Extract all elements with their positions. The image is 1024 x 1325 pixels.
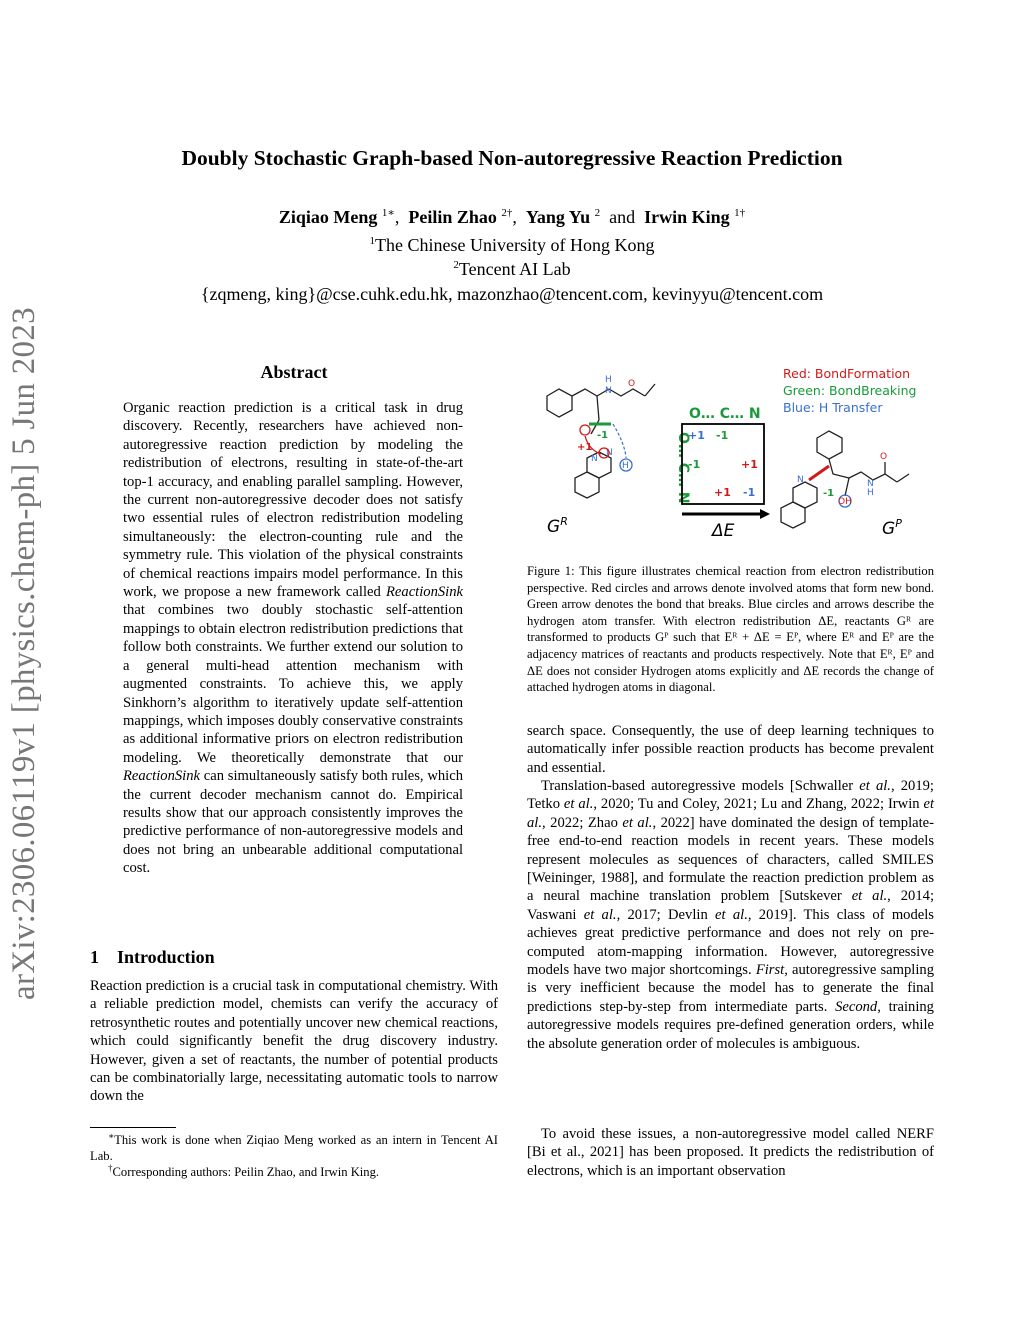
- section-heading-introduction: [90, 947, 215, 968]
- abstract-emph: ReactionSink: [386, 584, 463, 601]
- paragraph-text: , autoregressive sampling is very inefficient because the model has to generate the final predictions step-by-step from intermediate parts.: [527, 962, 934, 1015]
- atom-label: H: [867, 488, 874, 498]
- chain-bonds: [572, 389, 609, 396]
- matrix-cell: -1: [743, 486, 756, 499]
- chain-bond: [597, 396, 599, 420]
- matrix-column-header: O… C… N: [689, 406, 761, 422]
- matrix-cell: +1: [688, 429, 705, 442]
- matrix-row-header: O… C… N: [675, 432, 691, 504]
- paragraph-text: , training autoregressive models requires pre-defined generation orders, while the absolute generation order of molecules is ambiguous.: [527, 998, 934, 1052]
- atom-label: N: [591, 454, 598, 464]
- benzo-ring: [781, 502, 805, 528]
- section-title: Introduction: [117, 947, 215, 967]
- label-sup: P: [895, 517, 902, 530]
- atom-label: N: [606, 448, 613, 458]
- abstract-text: that combines two doubly stochastic self-attention mappings to obtain electron redistribution predictions that follow both constraints. We further extend our solution to a general multi-head attention mechanism with augmented constraints. To achieve this, we apply Sinkhorn’s algorithm to iteratively update self-attention mappings, which imposes doubly conservative constraints as additional informative priors on electron redistribution modeling. We theoretically demonstrate that our: [123, 602, 463, 766]
- emphasis-text: et al.: [583, 906, 617, 923]
- carbamate-bonds: [609, 389, 645, 396]
- emphasis-text: et al.: [622, 814, 653, 831]
- paragraph-text: , 2020; Tu and Coley, 2021; Lu and Zhang, 2022; Irwin: [593, 796, 924, 813]
- right-col-paragraph-3: To avoid these issues, a non-autoregressive model called NERF [Bi et al., 2021] has been proposed. It predicts the redistribution of electrons, which is an important observation: [527, 1126, 934, 1179]
- legend-blue: Blue: H Transfer: [783, 400, 883, 415]
- footnote-text: Corresponding authors: Peilin Zhao, and Irwin King.: [112, 1165, 380, 1180]
- paragraph-text: , 2019]. This class of models achieves great predictive performance and does not rely on pre-computed atom-mapping information. However, autoregressive models have two major shortcomings.: [527, 906, 934, 979]
- emphasis-text: et al.: [715, 906, 748, 923]
- paragraph-text: , 2017; Devlin: [616, 906, 716, 923]
- new-bond: [809, 466, 829, 480]
- label-g: G: [882, 519, 896, 539]
- figure-caption: Figure 1: This figure illustrates chemical reaction from electron redistribution perspective. Red circles and arrows denote involved atoms that form new bond. Green arrow denotes the bond that breaks. Blue circles and arrows describe the hydrogen atom transfer. With electron redistribution ΔE, reactants Gᴿ are transformed to products Gᴾ such that Eᴿ + ΔE = Eᴾ, where Eᴿ and Eᴾ are the adjacency matrices of reactants and products respectively. Note that Eᴿ, Eᴾ and ΔE does not consider Hydrogen atoms explicitly and ΔE records the change of attached hydrogen atoms in diagonal.: [527, 564, 934, 695]
- paragraph-text: Translation-based autoregressive models [Schwaller: [541, 778, 860, 794]
- atom-label: N: [797, 475, 804, 485]
- paragraph-text: , 2014; Vaswani: [527, 888, 935, 923]
- author-emails: {zqmeng, king}@cse.cuhk.edu.hk, mazonzhao@tencent.com, kevinyyu@tencent.com: [200, 284, 824, 304]
- affil-mark: 2: [453, 259, 459, 271]
- label-g: G: [547, 517, 561, 537]
- matrix-cell: -1: [688, 458, 701, 471]
- emphasis-text: First: [755, 962, 785, 979]
- footnote-text: This work is done when Ziqiao Meng worked as an intern in Tencent AI Lab.: [90, 1133, 498, 1164]
- affil-mark: 1: [369, 235, 376, 247]
- paragraph-text: , 2019; Tetko: [527, 778, 934, 813]
- benzene-ring: [817, 431, 842, 459]
- emphasis-text: Second: [835, 998, 878, 1015]
- figure-1-reaction-diagram: [527, 358, 934, 548]
- legend-green: Green: BondBreaking: [783, 383, 917, 398]
- matrix-cell: +1: [714, 486, 731, 499]
- arxiv-sidebar-id: arXiv:2306.06119v1 [physics.chem-ph] 5 Jun 2023: [6, 307, 42, 1000]
- right-col-paragraph-1: search space. Consequently, the use of deep learning techniques to automatically infer possible reaction products has become prevalent and essential.: [527, 723, 934, 776]
- author-affil-mark: 1†: [734, 207, 746, 219]
- label-sup: R: [560, 515, 568, 528]
- benzene-ring: [547, 389, 572, 417]
- emphasis-text: et al.: [563, 796, 594, 813]
- atom-label: H: [605, 375, 612, 385]
- benzo-ring: [575, 472, 599, 498]
- author-list: [0, 206, 1024, 228]
- paper-title: Doubly Stochastic Graph-based Non-autoregressive Reaction Prediction: [181, 146, 843, 170]
- author-name: Ziqiao Meng: [278, 207, 378, 227]
- emphasis-text: et al.: [859, 778, 891, 794]
- affiliation-2: [0, 259, 1024, 280]
- footnote-2: [90, 1160, 498, 1180]
- reactant-molecule: [547, 384, 655, 498]
- chain-bonds: [829, 459, 849, 478]
- label-reactant-graph: [547, 515, 568, 537]
- matrix-cell: +1: [741, 458, 758, 471]
- footnote-mark: ∗: [108, 1131, 115, 1141]
- right-col-paragraph-2: [527, 777, 934, 1053]
- atom-label: N: [867, 479, 874, 489]
- author-affil-mark: 1∗: [381, 207, 395, 219]
- charge-label: +1: [577, 442, 593, 453]
- emphasis-text: et al.: [527, 796, 935, 831]
- author-name: Irwin King: [644, 207, 730, 227]
- h-transfer-arrow: [613, 424, 626, 458]
- emphasis-text: et al.: [851, 888, 888, 905]
- paragraph-text: , 2022] have dominated the design of template-free end-to-end reaction models in recent years. These models represent molecules as sequences of characters, called SMILES [Weininger, 1988], and formulate the reaction prediction problem as a neural machine translation problem [Sutskever: [527, 814, 934, 905]
- author-sep: ,: [512, 207, 517, 227]
- author-name: Peilin Zhao: [408, 207, 497, 227]
- atom-label: O: [880, 452, 888, 462]
- abstract-heading: Abstract: [260, 362, 328, 382]
- atom-label: OH: [838, 497, 852, 507]
- tbu-bonds: [645, 384, 655, 396]
- label-product-graph: [882, 517, 902, 539]
- label-delta-e: ΔE: [712, 521, 735, 541]
- abstract-text: Organic reaction prediction is a critical task in drug discovery. Recently, researchers have achieved non-autoregressive reaction prediction by modeling the redistribution of electrons, resulting in state-of-the-art top-1 accuracy, and enabling parallel sampling. However, the current non-autoregressive decoder does not satisfy two essential rules of electron redistribution modeling simultaneously: the electron-counting rule and the symmetry rule. This violation of the physical constraints of chemical reactions impairs model performance. In this work, we propose a new framework called: [123, 400, 463, 601]
- footnote-1: [90, 1128, 498, 1164]
- abstract-text: can simultaneously satisfy both rules, which the current decoder mechanism cannot do. Empirical results show that our approach consistently improves the predictive performance of non-autoregressive models and does not bring an unbearable additional computational cost.: [123, 768, 463, 877]
- charge-label: -1: [823, 488, 835, 499]
- atom-label: O: [628, 379, 636, 389]
- author-name: Yang Yu: [525, 207, 591, 227]
- intro-paragraph: Reaction prediction is a crucial task in computational chemistry. With a reliable prediction model, chemists can verify the accuracy of retrosynthetic routes and potentially uncover new chemical reactions, which could significantly benefit the drug discovery industry. However, given a set of reactants, the number of potential products can be combinatorially large, necessitating automatic tools to narrow down the: [90, 978, 498, 1105]
- tbu-bonds: [897, 474, 909, 482]
- author-affil-mark: 2†: [501, 207, 513, 219]
- footnote-mark: †: [108, 1163, 113, 1173]
- atom-label: H: [622, 461, 629, 471]
- charge-label: -1: [597, 430, 609, 441]
- author-affil-mark: 2: [594, 207, 601, 219]
- legend-red: Red: BondFormation: [783, 366, 911, 381]
- atom-label: N: [605, 386, 612, 396]
- affiliation-1: [0, 235, 1024, 256]
- affil-text: The Chinese University of Hong Kong: [375, 235, 655, 255]
- affil-text: Tencent AI Lab: [458, 259, 571, 279]
- abstract-emph: ReactionSink: [123, 768, 200, 785]
- abstract-body: [123, 399, 463, 878]
- paragraph-text: , 2022; Zhao: [542, 814, 623, 831]
- chain-bond: [845, 478, 849, 496]
- author-sep: ,: [394, 207, 400, 227]
- author-and: and: [609, 207, 636, 227]
- bond-formation-atom-circle: [580, 425, 590, 435]
- section-number: 1: [90, 947, 99, 967]
- reaction-arrowhead: [760, 509, 770, 519]
- matrix-cell: -1: [716, 429, 729, 442]
